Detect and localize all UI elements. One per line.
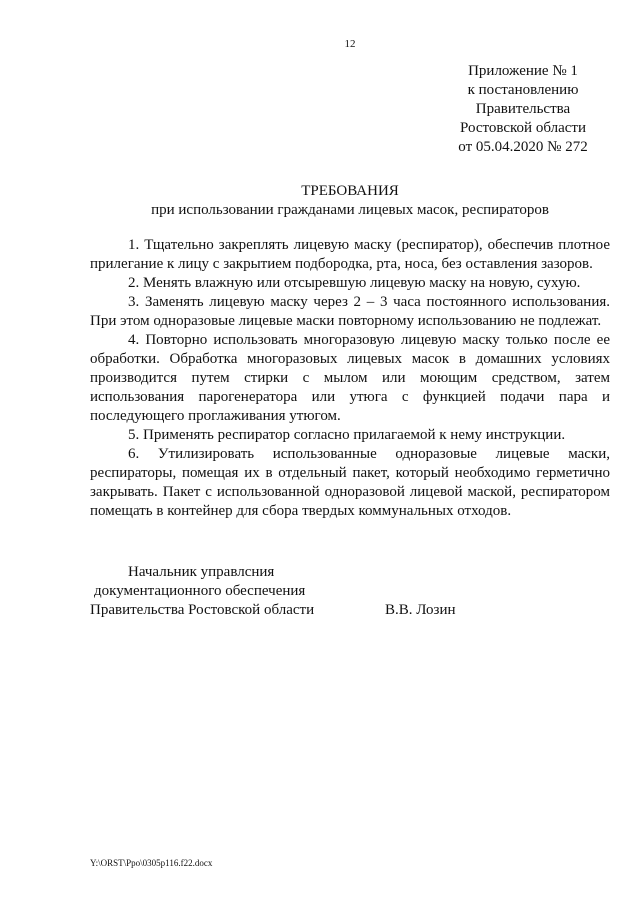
- signatory-position: Начальник управлсния: [128, 564, 275, 580]
- signature-block: [90, 563, 610, 620]
- document-title: ТРЕБОВАНИЯ: [301, 183, 399, 199]
- signatory-name: В.В. Лозин: [385, 602, 456, 618]
- appendix-block: [438, 62, 608, 157]
- requirement-item: 6. Утилизировать использованные одноразовые лицевые маски, респираторы, помещая их в отдельный пакет, который необходимо герметично закрывать. Пакет с использованной одноразовой лицевой маской, респиратором помещать в контейнер для сбора твердых коммунальных отходов.: [90, 446, 610, 519]
- appendix-line: к постановлению: [467, 82, 579, 98]
- appendix-line: Ростовской области: [460, 120, 586, 136]
- requirements-list: [90, 236, 610, 521]
- requirement-item: 5. Применять респиратор согласно прилагаемой к нему инструкции.: [128, 427, 566, 443]
- page-number: 12: [344, 38, 356, 50]
- appendix-line: Приложение № 1: [468, 63, 578, 79]
- signatory-position: документационного обеспечения: [94, 583, 306, 599]
- signatory-position: Правительства Ростовской области: [90, 602, 315, 618]
- appendix-line: Правительства: [475, 101, 571, 117]
- requirement-item: 2. Менять влажную или отсыревшую лицевую маску на новую, сухую.: [128, 275, 581, 291]
- requirement-item: 3. Заменять лицевую маску через 2 – 3 часа постоянного использования. При этом одноразовые лицевые маски повторному использованию не подлежат.: [90, 294, 610, 329]
- document-subtitle: при использовании гражданами лицевых масок, респираторов: [151, 202, 549, 218]
- requirement-item: 1. Тщательно закреплять лицевую маску (респиратор), обеспечив плотное прилегание к лицу с закрытием подбородка, рта, носа, без оставления зазоров.: [90, 237, 610, 272]
- requirement-item: 4. Повторно использовать многоразовую лицевую маску только после ее обработки. Обработка многоразовых лицевых масок в домашних условиях производится путем стирки с мылом или моющим средством, затем использования парогенератора или утюга с функцией подачи пара и последующего проглаживания утюгом.: [90, 332, 610, 424]
- file-path-footer: Y:\ORST\Ppo\0305p116.f22.docx: [90, 858, 213, 868]
- signatory-row: [90, 601, 610, 620]
- appendix-line: от 05.04.2020 № 272: [458, 139, 588, 155]
